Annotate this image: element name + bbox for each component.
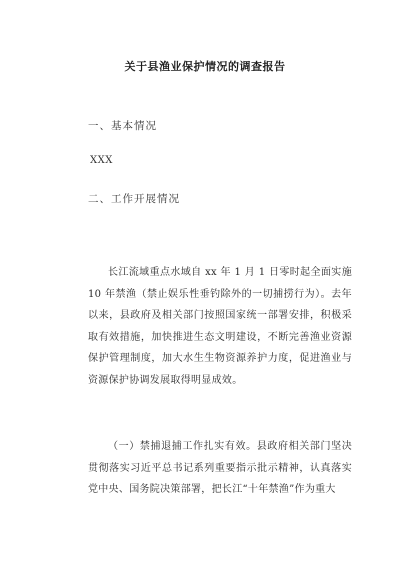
section-body-placeholder: XXX <box>90 155 113 166</box>
body-paragraph: （一）禁捕退捕工作扎实有效。县政府相关部门坚决贯彻落实习近平总书记系列重要指示批示精神，认真落实党中央、国务院决策部署，把长江“十年禁渔”作为重大 <box>88 441 352 495</box>
section-heading-basic-info: 一、基本情况 <box>88 120 157 132</box>
document-title: 关于县渔业保护情况的调查报告 <box>124 60 286 73</box>
section-heading-work-progress: 二、工作开展情况 <box>88 193 180 205</box>
body-paragraph: 长江流域重点水域自 xx 年 1 月 1 日零时起全面实施 10 年禁渔（禁止娱乐性垂钓除外的一切捕捞行为）。去年以来，县政府及相关部门按照国家统一部署安排，积极采取有效措施，加快推进生态文明建设，不断完善渔业资源保护管理制度，加大水生生物资源养护力度，促进渔业与资源保护协调发展取得明显成效。 <box>88 267 352 386</box>
